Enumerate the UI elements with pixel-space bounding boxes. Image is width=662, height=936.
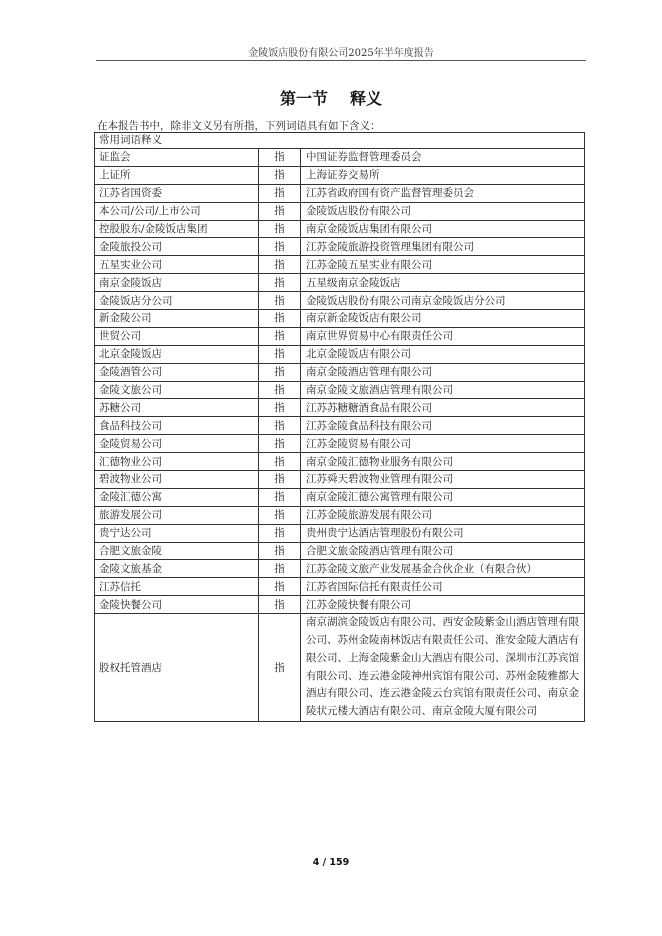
definition-cell: 江苏金陵旅游发展有限公司 [301, 506, 585, 524]
table-row [95, 166, 585, 184]
table-row [95, 506, 585, 524]
definition-cell: 南京金陵汇德公寓管理有限公司 [301, 488, 585, 506]
separator-cell: 指 [259, 614, 301, 722]
definition-cell: 五星级南京金陵饭店 [301, 274, 585, 292]
term-cell: 江苏信托 [95, 578, 259, 596]
table-row [95, 488, 585, 506]
section-name: 释义 [350, 89, 383, 108]
table-caption-row [95, 133, 585, 149]
definition-cell: 中国证券监督管理委员会 [301, 149, 585, 167]
definition-cell: 南京湖滨金陵饭店有限公司、西安金陵紫金山酒店管理有限公司、苏州金陵南林饭店有限责任公司、淮安金陵大酒店有限公司、上海金陵紫金山大酒店有限公司、深圳市江苏宾馆有限公司、连云港金陵神州宾馆有限公司、苏州金陵雅都大酒店有限公司、连云港金陵云台宾馆有限责任公司、南京金陵状元楼大酒店有限公司、南京金陵大厦有限公司 [301, 614, 585, 722]
separator-cell: 指 [259, 238, 301, 256]
definition-cell: 江苏苏糖糖酒食品有限公司 [301, 399, 585, 417]
table-row [95, 596, 585, 614]
table-row [95, 256, 585, 274]
table-row [95, 417, 585, 435]
separator-cell: 指 [259, 345, 301, 363]
intro-text: 在本报告书中，除非文义另有所指，下列词语具有如下含义： [97, 120, 381, 132]
separator-cell: 指 [259, 435, 301, 453]
definition-cell: 江苏金陵五星实业有限公司 [301, 256, 585, 274]
table-row [95, 453, 585, 471]
definition-cell: 金陵饭店股份有限公司南京金陵饭店分公司 [301, 292, 585, 310]
separator-cell: 指 [259, 524, 301, 542]
term-cell: 证监会 [95, 149, 259, 167]
separator-cell: 指 [259, 363, 301, 381]
definition-cell: 江苏省国际信托有限责任公司 [301, 578, 585, 596]
term-cell: 金陵贸易公司 [95, 435, 259, 453]
separator-cell: 指 [259, 488, 301, 506]
definition-cell: 江苏金陵文旅产业发展基金合伙企业（有限合伙） [301, 560, 585, 578]
term-cell: 金陵旅投公司 [95, 238, 259, 256]
separator-cell: 指 [259, 202, 301, 220]
term-cell: 本公司/公司/上市公司 [95, 202, 259, 220]
definitions-table [94, 132, 585, 722]
definition-cell: 南京金陵饭店集团有限公司 [301, 220, 585, 238]
term-cell: 贵宁达公司 [95, 524, 259, 542]
separator-cell: 指 [259, 292, 301, 310]
table-row [95, 202, 585, 220]
table-row [95, 184, 585, 202]
term-cell: 南京金陵饭店 [95, 274, 259, 292]
term-cell: 汇德物业公司 [95, 453, 259, 471]
term-cell: 新金陵公司 [95, 310, 259, 328]
term-cell: 江苏省国资委 [95, 184, 259, 202]
term-cell: 上证所 [95, 166, 259, 184]
table-row [95, 327, 585, 345]
definition-cell: 南京新金陵饭店有限公司 [301, 310, 585, 328]
definition-cell: 南京世界贸易中心有限责任公司 [301, 327, 585, 345]
term-cell: 食品科技公司 [95, 417, 259, 435]
definition-cell: 江苏金陵旅游投资管理集团有限公司 [301, 238, 585, 256]
term-cell: 金陵汇德公寓 [95, 488, 259, 506]
table-row [95, 614, 585, 722]
term-cell: 股权托管酒店 [95, 614, 259, 722]
separator-cell: 指 [259, 220, 301, 238]
term-cell: 金陵酒管公司 [95, 363, 259, 381]
separator-cell: 指 [259, 274, 301, 292]
term-cell: 合肥文旅金陵 [95, 542, 259, 560]
definition-cell: 合肥文旅金陵酒店管理有限公司 [301, 542, 585, 560]
separator-cell: 指 [259, 184, 301, 202]
definition-cell: 江苏省政府国有资产监督管理委员会 [301, 184, 585, 202]
table-row [95, 435, 585, 453]
page-header: 金陵饭店股份有限公司2025年半年度报告 [248, 48, 434, 59]
table-row [95, 578, 585, 596]
term-cell: 金陵文旅基金 [95, 560, 259, 578]
separator-cell: 指 [259, 596, 301, 614]
term-cell: 五星实业公司 [95, 256, 259, 274]
table-row [95, 471, 585, 489]
term-cell: 金陵饭店分公司 [95, 292, 259, 310]
section-number: 第一节 [279, 89, 328, 108]
table-row [95, 399, 585, 417]
separator-cell: 指 [259, 149, 301, 167]
separator-cell: 指 [259, 417, 301, 435]
term-cell: 北京金陵饭店 [95, 345, 259, 363]
definition-cell: 南京金陵文旅酒店管理有限公司 [301, 381, 585, 399]
table-row [95, 363, 585, 381]
separator-cell: 指 [259, 310, 301, 328]
definition-cell: 江苏金陵贸易有限公司 [301, 435, 585, 453]
separator-cell: 指 [259, 327, 301, 345]
term-cell: 金陵快餐公司 [95, 596, 259, 614]
table-caption: 常用词语释义 [95, 133, 585, 149]
page-number: 4 / 159 [312, 857, 350, 868]
separator-cell: 指 [259, 506, 301, 524]
header-divider [96, 60, 586, 61]
definition-cell: 金陵饭店股份有限公司 [301, 202, 585, 220]
term-cell: 世贸公司 [95, 327, 259, 345]
definition-cell: 江苏金陵快餐有限公司 [301, 596, 585, 614]
table-row [95, 149, 585, 167]
table-row [95, 292, 585, 310]
definition-cell: 江苏金陵食品科技有限公司 [301, 417, 585, 435]
term-cell: 碧波物业公司 [95, 471, 259, 489]
table-row [95, 220, 585, 238]
separator-cell: 指 [259, 560, 301, 578]
separator-cell: 指 [259, 453, 301, 471]
separator-cell: 指 [259, 399, 301, 417]
separator-cell: 指 [259, 381, 301, 399]
table-row [95, 310, 585, 328]
definition-cell: 南京金陵酒店管理有限公司 [301, 363, 585, 381]
section-title [0, 86, 662, 109]
separator-cell: 指 [259, 542, 301, 560]
table-row [95, 560, 585, 578]
term-cell: 旅游发展公司 [95, 506, 259, 524]
definition-cell: 贵州贵宁达酒店管理股份有限公司 [301, 524, 585, 542]
definition-cell: 江苏舜天碧波物业管理有限公司 [301, 471, 585, 489]
definition-cell: 上海证券交易所 [301, 166, 585, 184]
definition-cell: 南京金陵汇德物业服务有限公司 [301, 453, 585, 471]
table-row [95, 542, 585, 560]
term-cell: 苏糖公司 [95, 399, 259, 417]
separator-cell: 指 [259, 256, 301, 274]
table-row [95, 274, 585, 292]
term-cell: 控股股东/金陵饭店集团 [95, 220, 259, 238]
definition-cell: 北京金陵饭店有限公司 [301, 345, 585, 363]
table-row [95, 345, 585, 363]
separator-cell: 指 [259, 471, 301, 489]
separator-cell: 指 [259, 166, 301, 184]
table-row [95, 524, 585, 542]
table-row [95, 238, 585, 256]
term-cell: 金陵文旅公司 [95, 381, 259, 399]
table-row [95, 381, 585, 399]
separator-cell: 指 [259, 578, 301, 596]
